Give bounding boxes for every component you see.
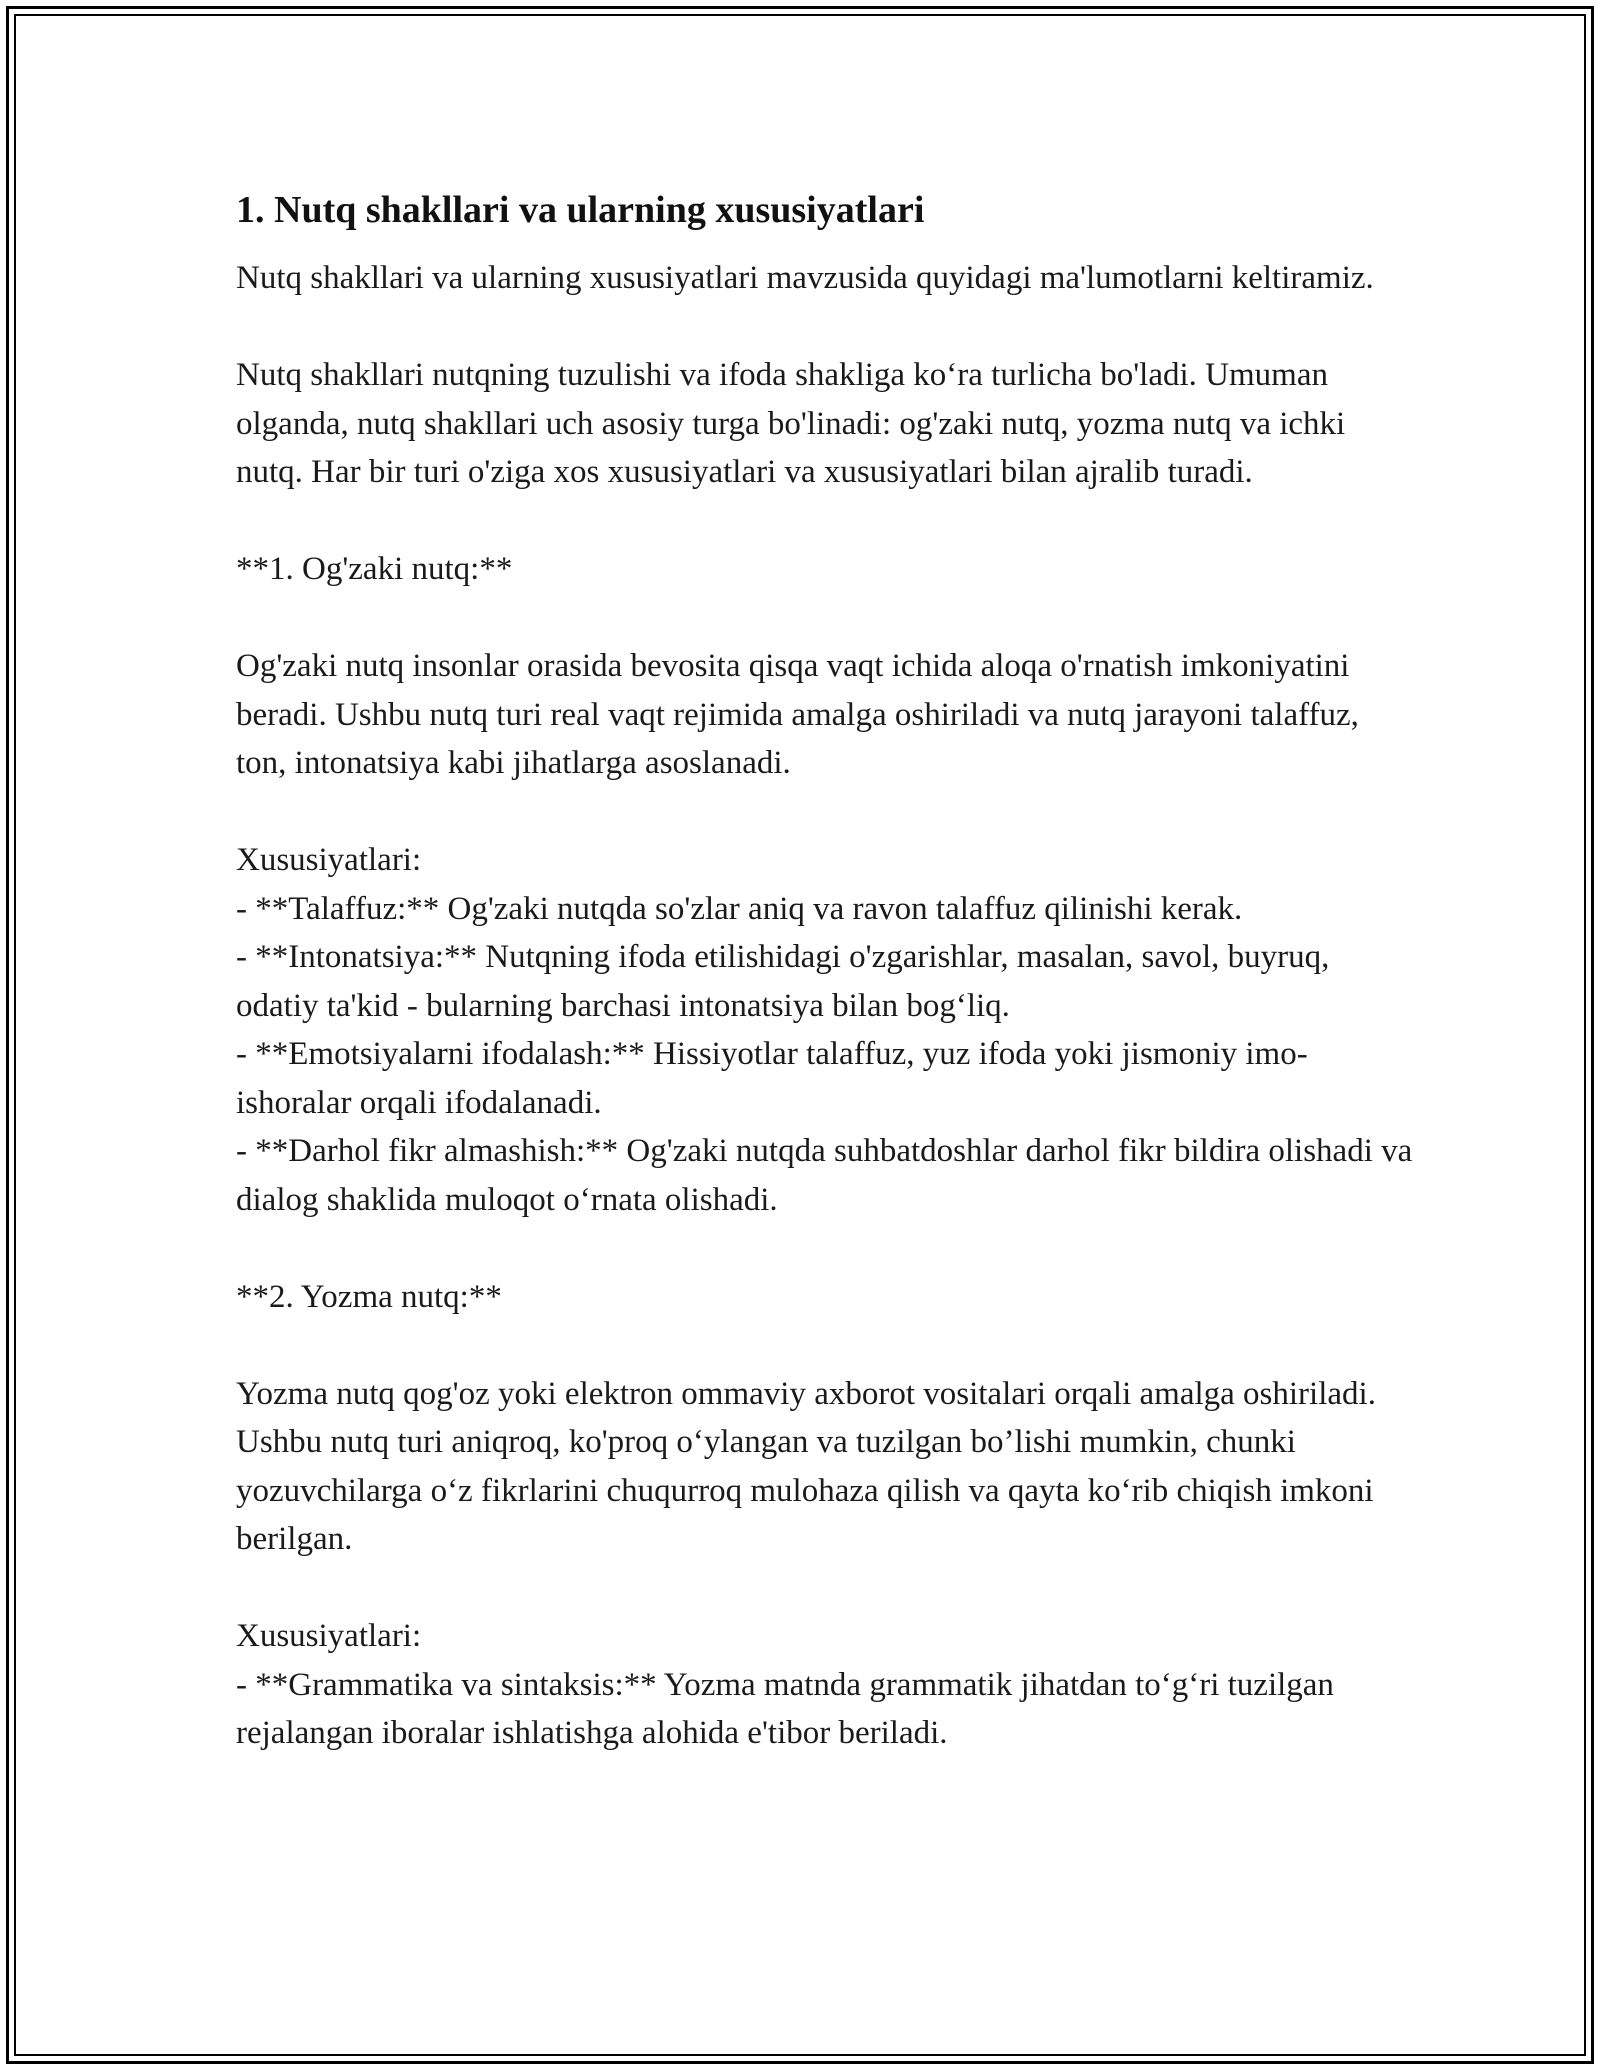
written-speech-heading: **2. Yozma nutq:**: [236, 1278, 502, 1315]
intro-paragraph: Nutq shakllari va ularning xususiyatlari mavzusida quyidagi ma'lumotlarni keltiramiz.: [236, 260, 1374, 296]
list-item: - **Emotsiyalarni ifodalash:** Hissiyotlar talaffuz, yuz ifoda yoki jismoniy imo-ishoralar orqali ifodalanadi.: [236, 1036, 1308, 1121]
written-speech-paragraph: Yozma nutq qog'oz yoki elektron ommaviy axborot vositalari orqali amalga oshiriladi. Ushbu nutq turi aniqroq, ko'proq o‘ylangan va tuzilgan bo’lishi mumkin, chunki yozuvchilarga o‘z fikrlarini chuqurroq mulohaza qilish va qayta ko‘rib chiqish imkoni berilgan.: [236, 1375, 1376, 1557]
list-item: - **Darhol fikr almashish:** Og'zaki nutqda suhbatdoshlar darhol fikr bildira olishadi va dialog shaklida muloqot o‘rnata olishadi.: [236, 1133, 1413, 1218]
list-item: - **Talaffuz:** Og'zaki nutqda so'zlar aniq va ravon talaffuz qilinishi kerak.: [236, 890, 1243, 927]
list-item: - **Intonatsiya:** Nutqning ifoda etilishidagi o'zgarishlar, masalan, savol, buyruq, odatiy ta'kid - bularning barchasi intonatsiya bilan bog‘liq.: [236, 939, 1330, 1024]
written-features-list: [236, 1612, 1416, 1758]
oral-features-list: [236, 836, 1416, 1224]
oral-speech-heading: **1. Og'zaki nutq:**: [236, 551, 513, 587]
oral-features-heading: Xususiyatlari:: [236, 842, 422, 878]
oral-speech-paragraph: Og'zaki nutq insonlar orasida bevosita qisqa vaqt ichida aloqa o'rnatish imkoniyatini beradi. Ushbu nutq turi real vaqt rejimida amalga oshiriladi va nutq jarayoni talaffuz, ton, intonatsiya kabi jihatlarga asoslanadi.: [236, 648, 1359, 781]
list-item: - **Grammatika va sintaksis:** Yozma matnda grammatik jihatdan to‘g‘ri tuzilgan rejalangan iboralar ishlatishga alohida e'tibor beriladi.: [236, 1666, 1334, 1751]
document-title: 1. Nutq shakllari va ularning xususiyatlari: [236, 189, 925, 231]
overview-paragraph: Nutq shakllari nutqning tuzulishi va ifoda shakliga ko‘ra turlicha bo'ladi. Umuman olganda, nutq shakllari uch asosiy turga bo'linadi: og'zaki nutq, yozma nutq va ichki nutq. Har bir turi o'ziga xos xususiyatlari va xususiyatlari bilan ajralib turadi.: [236, 357, 1346, 490]
document-body: [236, 186, 1416, 1758]
written-features-heading: Xususiyatlari:: [236, 1618, 422, 1654]
